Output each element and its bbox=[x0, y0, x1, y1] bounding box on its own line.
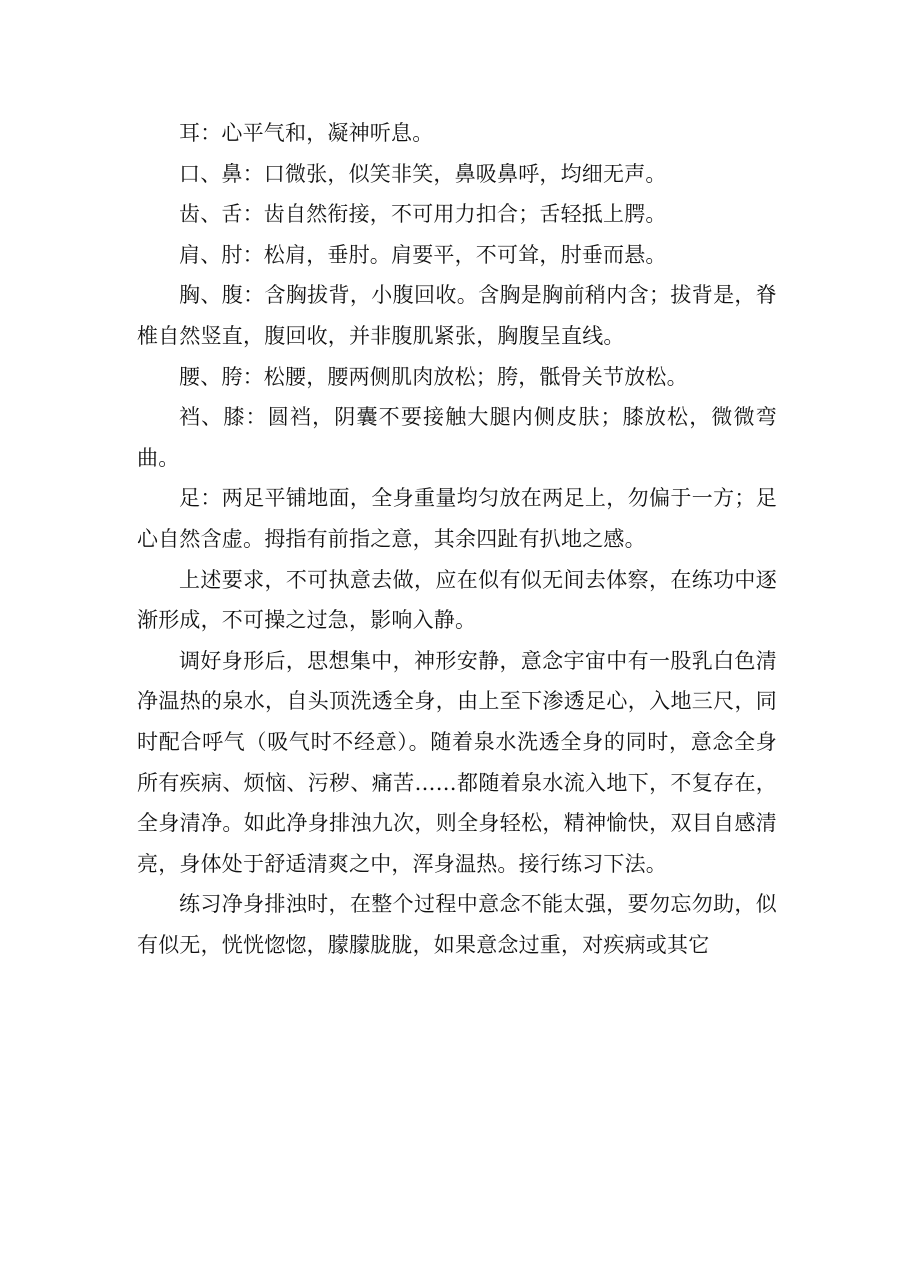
paragraph-purification-method: 调好身形后，思想集中，神形安静，意念宇宙中有一股乳白色清净温热的泉水，自头顶洗透全身，由上至下渗透足心，入地三尺，同时配合呼气（吸气时不经意）。随着泉水洗透全身的同时，意念全身所有疾病、烦恼、污秽、痛苦……都随着泉水流入地下，不复存在，全身清净。如此净身排浊九次，则全身轻松，精神愉快，双目自感清亮，身体处于舒适清爽之中，浑身温热。接行练习下法。 bbox=[137, 648, 777, 876]
paragraph-mouth-nose: 口、鼻：口微张，似笑非笑，鼻吸鼻呼，均细无声。 bbox=[179, 161, 667, 186]
paragraph-practice-caution: 练习净身排浊时，在整个过程中意念不能太强，要勿忘勿助，似有似无，恍恍惚惚，朦朦胧胧，如果意念过重，对疾病或其它 bbox=[137, 892, 777, 957]
paragraph-requirements-note: 上述要求，不可执意去做，应在似有似无间去体察，在练功中逐渐形成，不可操之过急，影响入静。 bbox=[137, 567, 777, 633]
body-text bbox=[137, 113, 777, 965]
paragraph-feet: 足：两足平铺地面，全身重量均匀放在两足上，勿偏于一方；足心自然含虚。拇指有前指之意，其余四趾有扒地之感。 bbox=[137, 486, 777, 551]
paragraph-teeth-tongue: 齿、舌：齿自然衔接，不可用力扣合；舌轻抵上腭。 bbox=[179, 202, 667, 227]
paragraph-waist-hip: 腰、胯：松腰，腰两侧肌肉放松；胯，骶骨关节放松。 bbox=[179, 364, 688, 389]
paragraph-crotch-knee: 裆、膝：圆裆，阴囊不要接触大腿内侧皮肤；膝放松，微微弯曲。 bbox=[137, 405, 777, 470]
paragraph-shoulder-elbow: 肩、肘：松肩，垂肘。肩要平，不可耸，肘垂而悬。 bbox=[179, 242, 667, 267]
paragraph-chest-abdomen: 胸、腹：含胸拔背，小腹回收。含胸是胸前稍内含；拔背是，脊椎自然竖直，腹回收，并非腹肌紧张，胸腹呈直线。 bbox=[137, 283, 777, 348]
paragraph-ear: 耳：心平气和，凝神听息。 bbox=[179, 121, 434, 145]
